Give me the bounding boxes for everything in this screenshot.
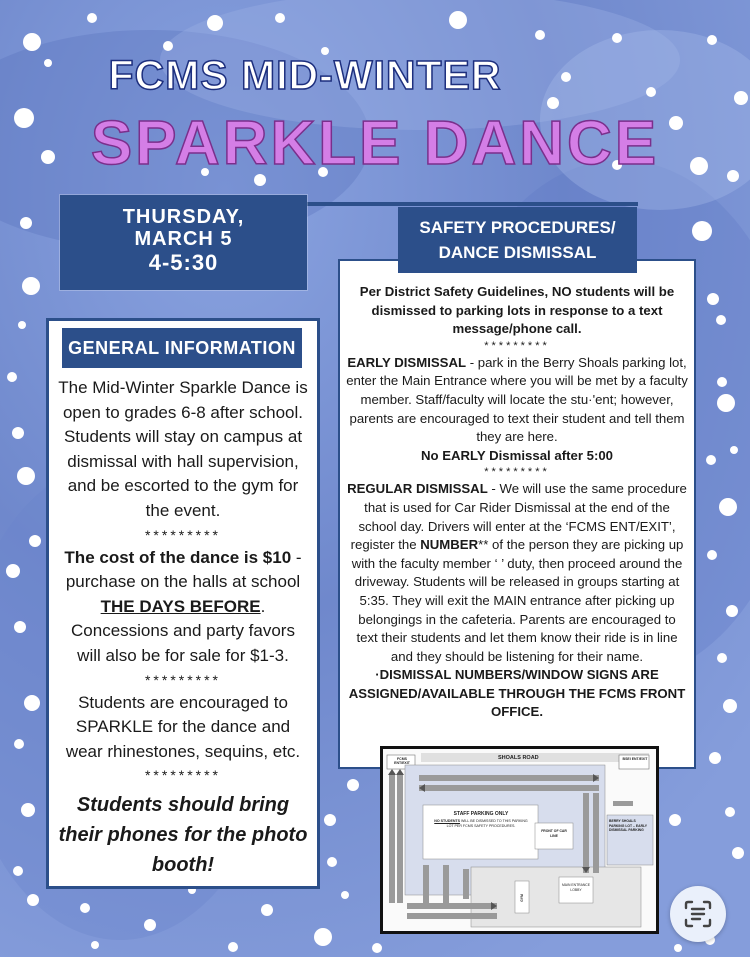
date-date: MARCH 5: [134, 228, 233, 250]
dismissal-map: [380, 746, 659, 934]
date-time: 4-5:30: [148, 250, 219, 275]
map-staff-parking-title: STAFF PARKING ONLY: [453, 811, 509, 817]
divider-stars: *********: [484, 339, 550, 352]
text-scan-icon: [670, 886, 726, 942]
cost-end: . Concessions and party favors will also be for sale for $1-3.: [71, 596, 295, 665]
regular-text-a: - We will use the same procedure that is used for Car Rider Dismissal at the end of the school day. Drivers will enter at the ‘FCMS ENT/EXIT’, register the: [350, 481, 687, 553]
map-road-label: SHOALS ROAD: [498, 755, 539, 761]
early-dismissal: [346, 354, 688, 447]
date-divider: [307, 202, 638, 206]
regular-dismissal: [346, 480, 688, 666]
general-info-text: [58, 376, 308, 880]
divider-stars: *********: [144, 671, 222, 688]
map-front-car-line: FRONT OF CAR LINE: [541, 829, 567, 838]
regular-label: REGULAR DISMISSAL: [347, 481, 488, 497]
date-day: THURSDAY,: [122, 206, 245, 228]
safety-guideline: Per District Safety Guidelines, NO students will be dismissed to parking lots in response to a text message/phone call.: [359, 284, 675, 337]
general-cost: [58, 546, 308, 669]
general-sparkle: Students are encouraged to SPARKLE for the dance and wear rhinestones, sequins, etc.: [65, 692, 301, 761]
early-text: - park in the Berry Shoals parking lot, enter the Main Entrance where you will be met by a faculty member. Staff/faculty will locate the stu·'ent; however, parents are encouraged to text their student and tell them they are here.: [346, 354, 688, 445]
map-staff-parking-note: [433, 819, 529, 829]
general-info-heading: GENERAL INFORMATION: [62, 328, 302, 368]
title-line-2: SPARKLE DANCE: [90, 109, 660, 178]
map-main-entrance: MAIN ENTRANCE LOBBY: [561, 883, 591, 892]
cost-rest: - purchase on the halls at school: [65, 547, 302, 592]
map-staff-rest: WILL BE DISMISSED TO THIS PARKING LOT PER FCMS SAFETY PROCEDURES.: [446, 819, 528, 828]
map-staff-no: NO STUDENTS: [434, 819, 461, 823]
early-label: EARLY DISMISSAL: [347, 354, 467, 370]
general-intro: The Mid-Winter Sparkle Dance is open to grades 6-8 after school. Students will stay on campus at dismissal with hall supervision, and be escorted to the gym for the event.: [58, 378, 308, 520]
signs-note: ·DISMISSAL NUMBERS/WINDOW SIGNS ARE ASSIGNED/AVAILABLE THROUGH THE FCMS FRONT OFFICE.: [348, 667, 686, 720]
regular-number: NUMBER: [420, 537, 479, 553]
general-phones: Students should bring their phones for the photo booth!: [58, 794, 308, 877]
map-bsei-entrance: BSEI ENT/EXIT: [622, 757, 648, 761]
safety-heading: [398, 207, 637, 273]
map-fcms-entrance: FCMS ENT/EXIT: [394, 757, 410, 765]
early-cutoff: No EARLY Dismissal after 5:00: [420, 447, 614, 463]
divider-stars: *********: [484, 466, 550, 479]
cost-underline: THE DAYS BEFORE: [100, 596, 261, 616]
map-berry-shoals: BERRY SHOALS PARKING LOT – EARLY DISMISSAL PARKING: [609, 819, 647, 833]
divider-stars: *********: [144, 767, 222, 784]
safety-text: [346, 283, 688, 722]
regular-text-b: ** of the person they are picking up with the faculty member ‘ ’ duty, then proceed around the driveway. Students will be released in groups starting at 5:35. They will exit the MAIN entrance after picking up belongings in the cafeteria. Parents are encouraged to text their students and let them know their ride is in line and they should be listening for their name.: [351, 537, 684, 664]
cost-bold: The cost of the dance is $10: [64, 547, 292, 567]
safety-heading-line-1: SAFETY PROCEDURES/: [419, 218, 616, 237]
divider-stars: *********: [144, 526, 222, 543]
text-scan-button[interactable]: [670, 886, 726, 942]
safety-heading-line-2: DANCE DISMISSAL: [438, 243, 597, 262]
map-gym: GYM: [520, 894, 524, 902]
title-line-1: FCMS MID-WINTER: [108, 52, 502, 98]
date-block: [60, 195, 307, 290]
